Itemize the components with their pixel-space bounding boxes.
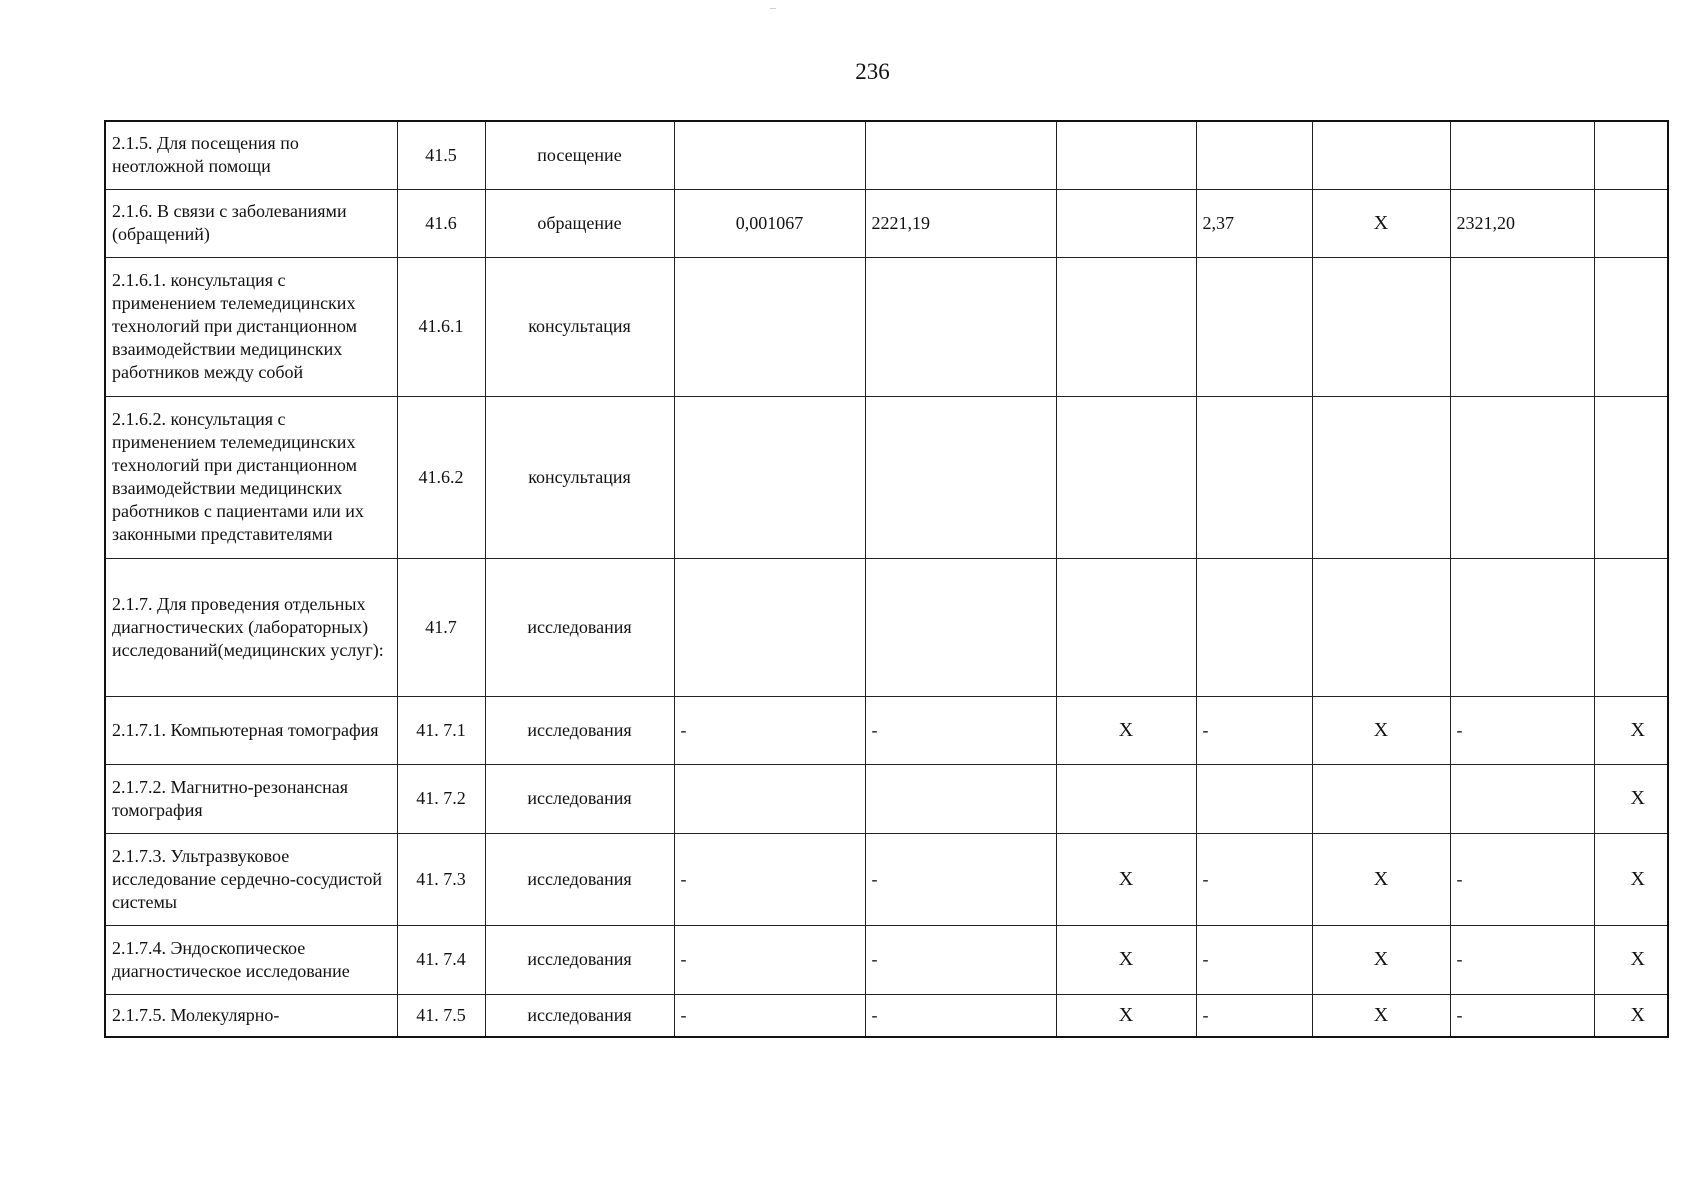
row-cell: X [1312,833,1450,925]
row-name: 2.1.7.5. Молекулярно- [105,994,397,1037]
row-name: 2.1.6.1. консультация с применением телемедицинских технологий при дистанционном взаимодействии медицинских работников между собой [105,257,397,396]
row-code: 41. 7.2 [397,764,485,833]
row-unit: исследования [485,925,674,994]
row-cell [1196,558,1312,696]
row-cell: 0,001067 [674,189,865,257]
row-cell: X [1594,696,1668,764]
row-name: 2.1.5. Для посещения по неотложной помощи [105,121,397,189]
table-row [105,396,1668,558]
row-cell: 2221,19 [865,189,1056,257]
row-cell: X [1594,833,1668,925]
row-cell: - [865,925,1056,994]
row-unit: консультация [485,257,674,396]
scan-mark [770,8,776,9]
row-code: 41. 7.4 [397,925,485,994]
row-cell: X [1312,696,1450,764]
tariff-table [104,120,1669,1038]
row-cell: - [674,696,865,764]
row-cell [865,396,1056,558]
table-row [105,189,1668,257]
row-cell [1056,189,1196,257]
row-cell [674,396,865,558]
row-cell [1450,558,1594,696]
row-cell [1196,121,1312,189]
row-cell [1196,257,1312,396]
row-cell: - [865,994,1056,1037]
row-name: 2.1.7. Для проведения отдельных диагностических (лабораторных) исследований(медицинских услуг): [105,558,397,696]
row-cell [1312,764,1450,833]
row-cell: - [1196,833,1312,925]
row-cell [1450,121,1594,189]
row-name: 2.1.7.3. Ультразвуковое исследование сердечно-сосудистой системы [105,833,397,925]
row-cell: - [1196,696,1312,764]
row-unit: исследования [485,764,674,833]
table-row [105,121,1668,189]
row-cell [1312,558,1450,696]
row-code: 41. 7.5 [397,994,485,1037]
row-code: 41.5 [397,121,485,189]
row-cell [674,257,865,396]
row-code: 41.6.1 [397,257,485,396]
row-cell [1056,396,1196,558]
row-name: 2.1.7.2. Магнитно-резонансная томография [105,764,397,833]
row-code: 41.7 [397,558,485,696]
row-cell [1312,121,1450,189]
row-cell [1312,257,1450,396]
row-cell: X [1056,994,1196,1037]
row-cell [865,257,1056,396]
row-cell: - [1450,696,1594,764]
row-cell: X [1056,833,1196,925]
row-cell: X [1312,994,1450,1037]
row-unit: консультация [485,396,674,558]
row-unit: обращение [485,189,674,257]
row-cell [865,764,1056,833]
row-cell [1450,257,1594,396]
row-cell: X [1594,994,1668,1037]
row-cell [674,764,865,833]
row-cell [1056,558,1196,696]
row-unit: исследования [485,994,674,1037]
row-cell [1594,121,1668,189]
row-cell: 2321,20 [1450,189,1594,257]
row-cell [1594,396,1668,558]
row-cell [1450,396,1594,558]
row-cell [1056,121,1196,189]
row-name: 2.1.6. В связи с заболеваниями (обращений) [105,189,397,257]
table-row [105,994,1668,1037]
table-row [105,925,1668,994]
row-cell [1450,764,1594,833]
row-cell [865,121,1056,189]
row-cell [865,558,1056,696]
row-cell: X [1056,696,1196,764]
row-cell [1594,558,1668,696]
row-name: 2.1.6.2. консультация с применением телемедицинских технологий при дистанционном взаимодействии медицинских работников с пациентами или их законными представителями [105,396,397,558]
row-cell [1594,257,1668,396]
row-cell [1056,764,1196,833]
row-name: 2.1.7.1. Компьютерная томография [105,696,397,764]
row-cell: - [1450,994,1594,1037]
row-cell: - [1196,994,1312,1037]
row-unit: исследования [485,558,674,696]
row-cell: - [1450,833,1594,925]
row-code: 41.6 [397,189,485,257]
row-cell: - [1196,925,1312,994]
row-cell: - [674,994,865,1037]
row-cell: X [1594,764,1668,833]
row-cell: - [1450,925,1594,994]
row-unit: исследования [485,696,674,764]
row-cell [1196,764,1312,833]
row-code: 41. 7.1 [397,696,485,764]
row-cell [1594,189,1668,257]
row-cell: 2,37 [1196,189,1312,257]
row-cell: X [1312,925,1450,994]
row-cell [1312,396,1450,558]
table-row [105,558,1668,696]
row-cell: - [865,696,1056,764]
row-cell: - [865,833,1056,925]
row-unit: посещение [485,121,674,189]
row-cell: X [1056,925,1196,994]
row-cell [674,558,865,696]
row-cell: X [1594,925,1668,994]
row-cell [674,121,865,189]
row-cell [1056,257,1196,396]
table-row [105,764,1668,833]
row-unit: исследования [485,833,674,925]
row-cell [1196,396,1312,558]
row-code: 41. 7.3 [397,833,485,925]
table-row [105,257,1668,396]
row-cell: - [674,925,865,994]
table-row [105,696,1668,764]
row-code: 41.6.2 [397,396,485,558]
row-cell: - [674,833,865,925]
table-row [105,833,1668,925]
row-cell: X [1312,189,1450,257]
page-number: 236 [855,59,890,84]
row-name: 2.1.7.4. Эндоскопическое диагностическое исследование [105,925,397,994]
